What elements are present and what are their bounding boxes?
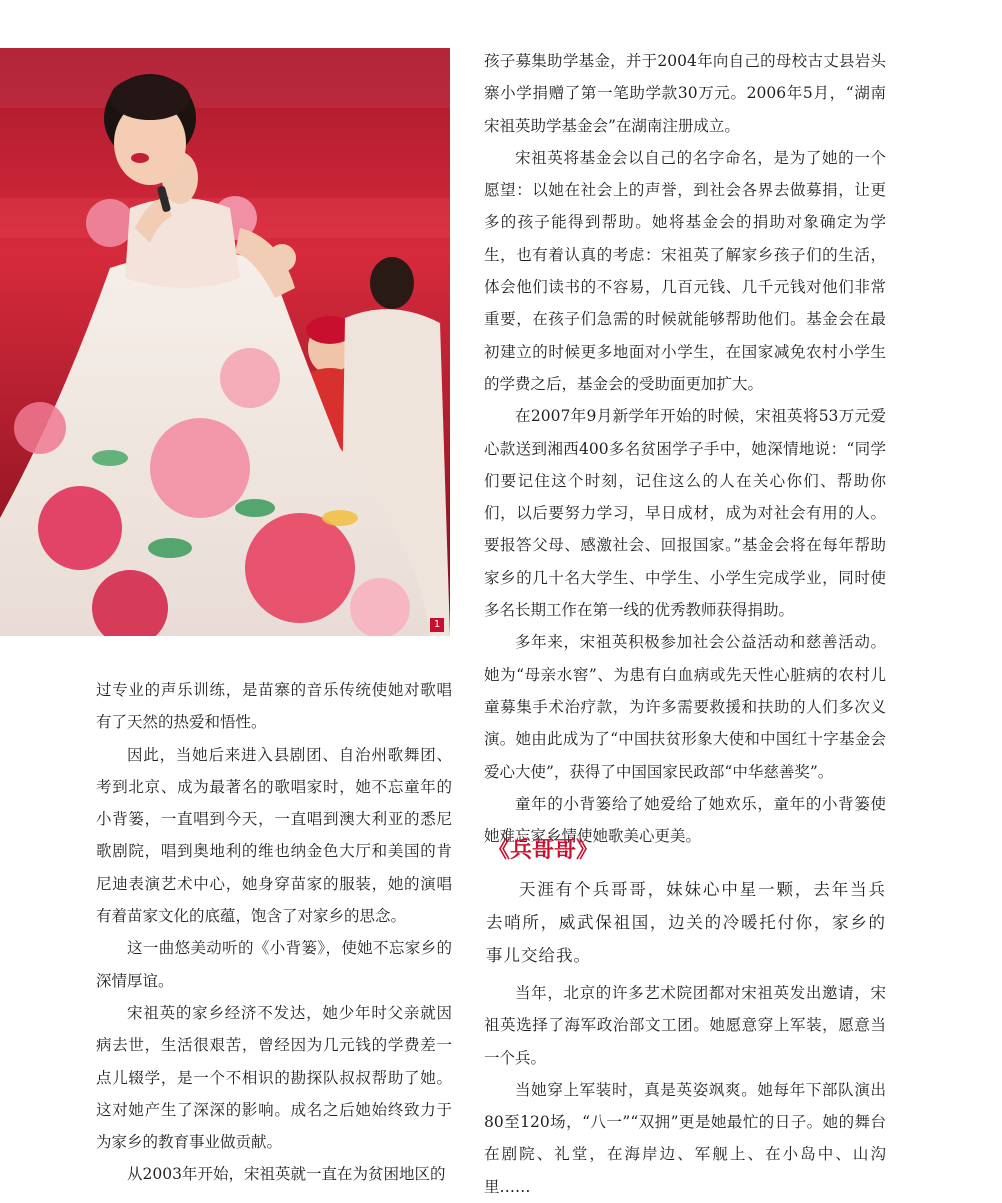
paragraph: 在2007年9月新学年开始的时候，宋祖英将53万元爱心款送到湘西400多名贫困学子手中，她深情地说：“同学们要记住这个时刻，记住这么的人在关心你们、帮助你们，以后要努力学习，早日成材，成为对社会有用的人。要报答父母、感激社会、回报国家。”基金会将在每年帮助家乡的几十名大学生、中学生、小学生完成学业，同时使多名长期工作在第一线的优秀教师获得捐助。: [484, 407, 886, 620]
song-lyrics: 天涯有个兵哥哥，妹妹心中星一颗，去年当兵去哨所，威武保祖国，边关的冷暖托付你，家乡的事儿交给我。: [486, 880, 886, 965]
paragraph: 过专业的声乐训练，是苗寨的音乐传统使她对歌唱有了天然的热爱和悟性。: [96, 681, 452, 732]
paragraph: 宋祖英将基金会以自己的名字命名，是为了她的一个愿望：以她在社会上的声誉，到社会各界去做募捐，让更多的孩子能得到帮助。她将基金会的捐助对象确定为学生，也有着认真的考虑：宋祖英了解家乡孩子们的生活，体会他们读书的不容易，几百元钱、几千元钱对他们非常重要，在孩子们急需的时候就能够帮助他们。基金会在最初建立的时候更多地面对小学生，在国家减免农村小学生的学费之后，基金会的受助面更加扩大。: [484, 148, 886, 393]
performance-photo: [0, 48, 450, 636]
right-text-column-continued: [484, 977, 886, 1203]
paragraph: 孩子募集助学基金，并于2004年向自己的母校古丈县岩头寨小学捐赠了第一笔助学款30万元。2006年5月，“湖南宋祖英助学基金会”在湖南注册成立。: [484, 52, 886, 135]
left-text-column: [96, 674, 452, 1191]
paragraph: 宋祖英的家乡经济不发达，她少年时父亲就因病去世，生活很艰苦，曾经因为几元钱的学费差一点儿辍学，是一个不相识的勘探队叔叔帮助了她。这对她产生了深深的影响。成名之后她始终致力于为家乡的教育事业做贡献。: [96, 1003, 452, 1152]
paragraph: 当她穿上军装时，真是英姿飒爽。她每年下部队演出80至120场，“八一”“双拥”更是她最忙的日子。她的舞台在剧院、礼堂，在海岸边、军舰上、在小岛中、山沟里……: [484, 1080, 886, 1196]
paragraph: 多年来，宋祖英积极参加社会公益活动和慈善活动。她为“母亲水窖”、为患有白血病或先天性心脏病的农村儿童募集手术治疗款，为许多需要救援和扶助的人们多次义演。她由此成为了“中国扶贫形象大使和中国红十字基金会爱心大使”，获得了中国国家民政部“中华慈善奖”。: [484, 633, 886, 781]
paragraph: 童年的小背篓给了她爱给了她欢乐，童年的小背篓使她难忘家乡情使她歌美心更美。: [484, 794, 886, 846]
paragraph: 这一曲悠美动听的《小背篓》，使她不忘家乡的深情厚谊。: [96, 939, 452, 990]
section-title: 《兵哥哥》: [488, 838, 599, 863]
singer-illustration: [0, 48, 450, 636]
paragraph: 从2003年开始，宋祖英就一直在为贫困地区的: [127, 1165, 446, 1184]
right-text-column: [484, 45, 886, 852]
paragraph: 因此，当她后来进入县剧团、自治州歌舞团、考到北京、成为最著名的歌唱家时，她不忘童年的小背篓，一直唱到今天，一直唱到澳大利亚的悉尼歌剧院，唱到奥地利的维也纳金色大厅和美国的肯尼迪表演艺术中心，她身穿苗家的服装，她的演唱有着苗家文化的底蕴，饱含了对家乡的思念。: [96, 745, 452, 926]
paragraph: 当年，北京的许多艺术院团都对宋祖英发出邀请，宋祖英选择了海军政治部文工团。她愿意穿上军装，愿意当一个兵。: [484, 984, 886, 1067]
photo-number-badge: 1: [430, 618, 444, 632]
